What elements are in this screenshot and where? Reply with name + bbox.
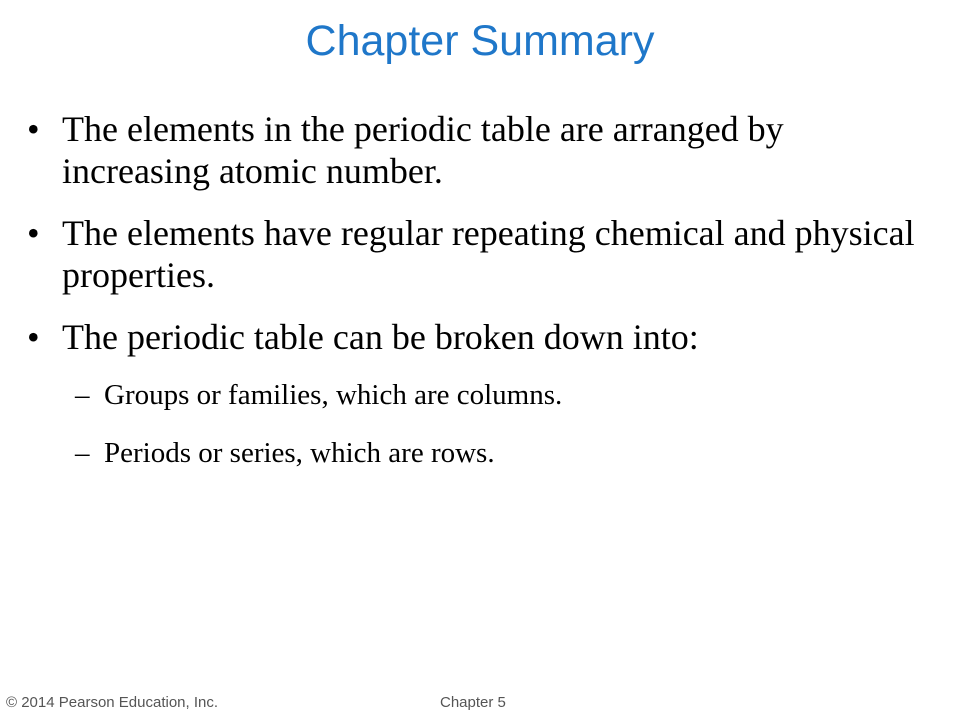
bullet-item [0,108,960,192]
bullet-marker: • [27,213,40,253]
sub-bullet-item [0,436,960,470]
bullet-text: The periodic table can be broken down into: [62,317,699,357]
bullet-marker: • [27,317,40,357]
bullet-item [0,212,960,296]
footer-copyright: © 2014 Pearson Education, Inc. [6,694,219,711]
sub-bullet-marker: – [75,379,90,411]
bullet-list [0,108,960,494]
footer-chapter: Chapter 5 [440,694,506,711]
bullet-marker: • [27,109,40,149]
sub-bullet-text: Groups or families, which are columns. [104,379,563,411]
sub-bullet-marker: – [75,437,90,469]
sub-bullet-item [0,378,960,412]
slide-title: Chapter Summary [305,17,655,65]
bullet-item [0,316,960,358]
bullet-text: The elements have regular repeating chemical and physical properties. [62,213,915,295]
bullet-text: The elements in the periodic table are arranged by increasing atomic number. [62,109,784,191]
sub-bullet-text: Periods or series, which are rows. [104,437,495,469]
